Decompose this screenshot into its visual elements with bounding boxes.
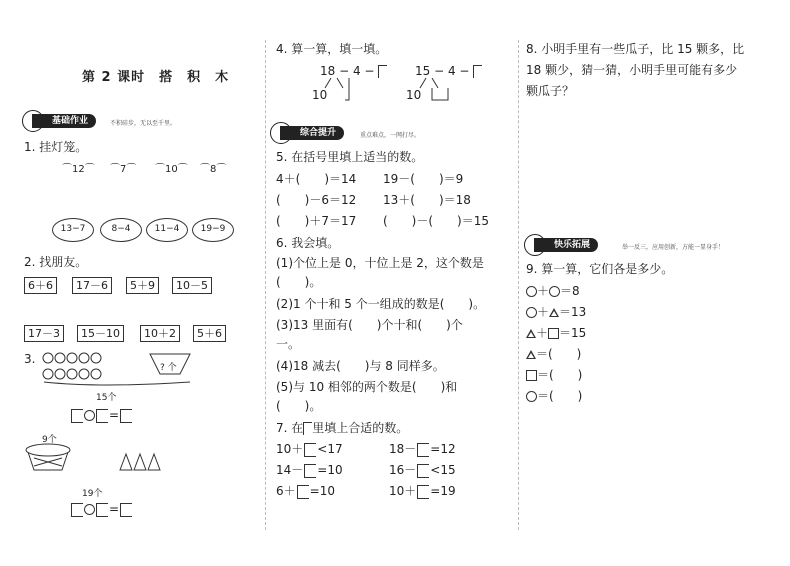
q5-line: ( )－( )＝15 [383, 214, 489, 228]
q7-row: 16－ <15 [389, 463, 456, 477]
friend-card: 10－5 [172, 277, 212, 294]
q3-count-b: 19个 [82, 489, 103, 499]
friend-card: 5＋6 [193, 325, 226, 342]
lantern-4: 19−9 [192, 218, 234, 242]
hook-2: ⌒7⌒ [110, 164, 137, 175]
friend-card: 10＋2 [140, 325, 180, 342]
q6-item: (2)1 个十和 5 个一组成的数是( )。 [276, 297, 486, 311]
lantern-2: 8−4 [100, 218, 142, 242]
friend-card: 17－6 [72, 277, 112, 294]
q8-line: 8. 小明手里有一些瓜子，比 15 颗多，比 [526, 42, 745, 56]
q6-item: (5)与 10 相邻的两个数是( )和 [276, 380, 458, 394]
q6-item: (1)个位上是 0，十位上是 2，这个数是 [276, 256, 484, 270]
q6-item: (4)18 减去( )与 8 同样多。 [276, 359, 445, 373]
friend-card: 17－3 [24, 325, 64, 342]
operator-circle[interactable] [84, 410, 95, 421]
q2-label: 2. 找朋友。 [24, 255, 88, 269]
q9-eq-1: ＋ ＝8 [526, 284, 580, 298]
section-banner-comprehensive: 综合提升 [280, 126, 344, 140]
basket-illustration [24, 440, 164, 480]
answer-blank[interactable] [71, 409, 83, 423]
q6-item: ( )。 [276, 275, 322, 289]
q8-line: 颗瓜子？ [526, 84, 575, 98]
operator-circle[interactable] [84, 504, 95, 515]
q5-line: 4＋( )＝14 [276, 172, 357, 186]
answer-blank[interactable] [120, 503, 132, 517]
answer-blank[interactable] [304, 443, 316, 457]
q9-eq-3: ＋ ＝15 [526, 326, 586, 340]
answer-blank[interactable] [417, 464, 429, 478]
section-banner-basic: 基础作业 [32, 114, 96, 128]
q1-label: 1. 挂灯笼。 [24, 140, 88, 154]
q7-row: 10＋ <17 [276, 442, 343, 456]
q5-line: ( )－6＝12 [276, 193, 357, 207]
lantern-1: 13−7 [52, 218, 94, 242]
q7-row: 10＋ =19 [389, 484, 456, 498]
q9-ans-circle[interactable]: ＝( ) [526, 389, 582, 403]
q8-line: 18 颗少，猜一猜，小明手里可能有多少 [526, 63, 738, 77]
q3-answer-row-a: = [70, 408, 133, 423]
friend-card: 15－10 [77, 325, 124, 342]
q9-eq-2: ＋ ＝13 [526, 305, 586, 319]
hook-3: ⌒10⌒ [155, 164, 188, 175]
bowl-label: ? 个 [160, 363, 177, 373]
q6-item: (3)13 里面有( )个十和( )个 [276, 318, 463, 332]
q3-answer-row-b: = [70, 502, 133, 517]
section-motto-comprehensive: 重点难点，一网打尽。 [360, 132, 421, 139]
q5-line: 19－( )＝9 [383, 172, 464, 186]
lantern-3: 11−4 [146, 218, 188, 242]
q7-row: 18－ =12 [389, 442, 456, 456]
section-motto-basic: 不积硅步，无以至千里。 [110, 120, 177, 127]
answer-blank[interactable] [297, 485, 309, 499]
q9-label: 9. 算一算，它们各是多少。 [526, 262, 674, 276]
answer-blank[interactable] [417, 443, 429, 457]
q6-item: ( )。 [276, 399, 322, 413]
answer-blank[interactable] [417, 485, 429, 499]
q4-expr-2: 15 − 4 − [415, 64, 482, 78]
q4-branch-1: 10 [312, 88, 328, 102]
q5-line: 13＋( )＝18 [383, 193, 471, 207]
q3-total-a: 15个 [96, 393, 117, 403]
section-banner-fun: 快乐拓展 [534, 238, 598, 252]
q3-total-b: 9个 [42, 435, 57, 445]
answer-blank[interactable] [96, 409, 108, 423]
friend-card: 6＋6 [24, 277, 57, 294]
friend-card: 5＋9 [126, 277, 159, 294]
q6-label: 6. 我会填。 [276, 236, 340, 250]
q7-row: 14－ =10 [276, 463, 343, 477]
q5-line: ( )＋7＝17 [276, 214, 357, 228]
q4-branch-2: 10 [406, 88, 422, 102]
q4-expr-1: 18 − 4 − [320, 64, 387, 78]
answer-blank[interactable] [120, 409, 132, 423]
column-divider-1 [265, 40, 266, 530]
column-divider-2 [518, 40, 519, 530]
hook-1: ⌒12⌒ [62, 164, 95, 175]
answer-blank[interactable] [71, 503, 83, 517]
q4-label: 4. 算一算，填一填。 [276, 42, 388, 56]
q6-item: 一。 [276, 337, 301, 351]
q7-label: 7. 在 里填上合适的数。 [276, 421, 409, 435]
answer-blank[interactable] [304, 464, 316, 478]
q9-ans-triangle[interactable]: ＝( ) [526, 347, 581, 361]
section-motto-fun: 举一反三，应用创新，方能一显身手！ [622, 244, 725, 251]
page-title: 第 2 课时 搭 积 木 [82, 70, 230, 85]
q9-ans-square[interactable]: ＝( ) [526, 368, 582, 382]
answer-blank[interactable] [96, 503, 108, 517]
q7-row: 6＋ =10 [276, 484, 335, 498]
apples-illustration [40, 350, 200, 400]
q5-label: 5. 在括号里填上适当的数。 [276, 150, 424, 164]
hook-4: ⌒8⌒ [200, 164, 227, 175]
q3-label: 3. [24, 352, 36, 366]
